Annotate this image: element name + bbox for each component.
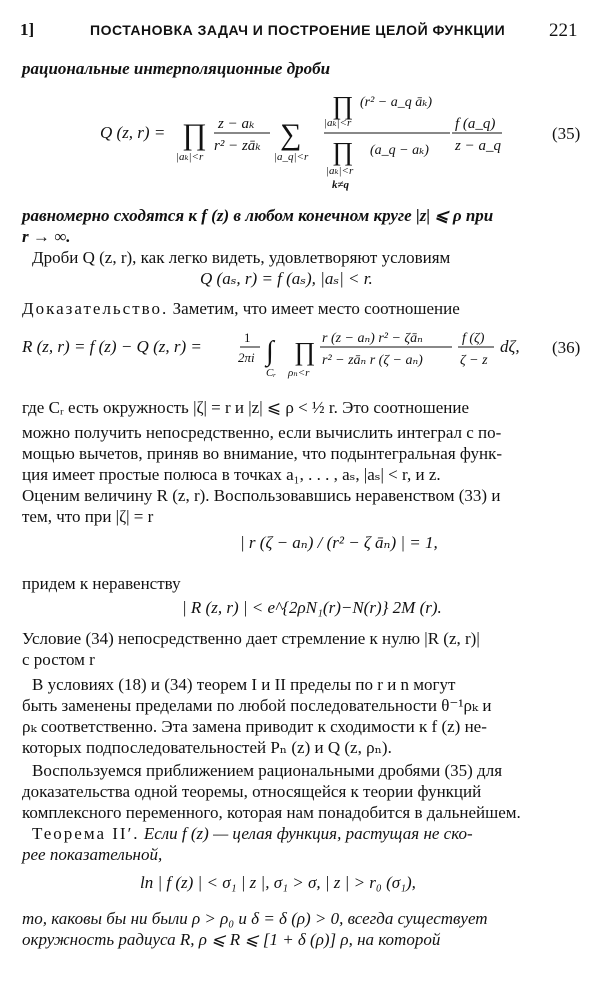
text-line: окружность радиуса R, ρ ⩽ R ⩽ [1 + δ (ρ)] ρ, на которой xyxy=(22,930,441,949)
text-line xyxy=(22,298,582,320)
theorem-label: Теорема II′. xyxy=(32,824,140,843)
text-line: рациональные интерполяционные дроби xyxy=(22,59,331,78)
svg-text:∏: ∏ xyxy=(182,118,207,151)
text-line: В условиях (18) и (34) теорем I и II пределы по r и n могут xyxy=(32,675,456,694)
formula-inequality: | R (z, r) | < e^{2ρN₁(r)−N(r)} 2M (r). xyxy=(182,598,442,617)
formula-line: Q (aₛ, r) = f (aₛ), |aₛ| < r. xyxy=(200,269,373,288)
svg-text:dζ,: dζ, xyxy=(500,337,520,356)
svg-text:2πi: 2πi xyxy=(238,350,255,365)
text-span: Заметим, что имеет место соотношение xyxy=(172,299,460,318)
text-line: рее показательной, xyxy=(22,845,163,864)
text-span: Если f (z) — целая функция, растущая не ско- xyxy=(143,824,473,843)
svg-text:∑: ∑ xyxy=(280,118,302,151)
text-line: можно получить непосредственно, если вычислить интеграл с по- xyxy=(22,423,502,442)
svg-text:Q (z, r) =: Q (z, r) = xyxy=(100,123,166,142)
svg-text:r² − zāₙ r (ζ − aₙ): r² − zāₙ r (ζ − aₙ) xyxy=(322,353,423,368)
svg-text:z − a_q: z − a_q xyxy=(455,138,501,154)
svg-text:|aₖ|<r: |aₖ|<r xyxy=(326,165,354,177)
text-line: Воспользуемся приближением рациональными дробями (35) для xyxy=(32,761,503,780)
section-number: 1] xyxy=(20,20,35,39)
equation-number: (36) xyxy=(552,338,581,357)
svg-text:R (z, r) = f (z) − Q (z, r) =: R (z, r) = f (z) − Q (z, r) = xyxy=(22,337,202,356)
formula-abs: | r (ζ − aₙ) / (r² − ζ āₙ) | = 1, xyxy=(240,533,438,552)
text-line: комплексного переменного, которая нам понадобится в дальнейшем. xyxy=(22,803,521,822)
svg-text:z − aₖ: z − aₖ xyxy=(218,116,255,132)
svg-text:∏: ∏ xyxy=(332,91,354,120)
text-line: то, каковы бы ни были ρ > ρ₀ и δ = δ (ρ) > 0, всегда существует xyxy=(22,909,488,928)
text-line: Условие (34) непосредственно дает стремление к нулю |R (z, r)| xyxy=(22,629,480,648)
svg-text:∏: ∏ xyxy=(294,337,316,366)
text-line: где Cᵣ есть окружность |ζ| = r и |z| ⩽ ρ < ½ r. Это соотношение xyxy=(22,398,470,417)
formula-ln: ln | f (z) | < σ₁ | z |, σ₁ > σ, | z | > r₀ (σ₁), xyxy=(140,873,416,892)
svg-text:1: 1 xyxy=(244,330,251,345)
running-head: ПОСТАНОВКА ЗАДАЧ И ПОСТРОЕНИЕ ЦЕЛОЙ ФУНКЦИИ xyxy=(90,22,506,38)
equation-36 xyxy=(22,322,552,382)
text-line: ρₖ соответственно. Эта замена приводит к сходимости к f (z) не- xyxy=(22,717,487,736)
text-line: равномерно сходятся к f (z) в любом конечном круге |z| ⩽ ρ при xyxy=(22,206,494,225)
svg-text:r² − zāₖ: r² − zāₖ xyxy=(214,138,261,154)
svg-text:∏: ∏ xyxy=(332,137,354,166)
svg-text:f (a_q): f (a_q) xyxy=(455,116,496,132)
svg-text:|aₖ|<r: |aₖ|<r xyxy=(176,151,204,163)
text-line: доказательства одной теоремы, относящейся к теории функций xyxy=(22,782,482,801)
svg-text:∫: ∫ xyxy=(266,336,274,367)
svg-text:(a_q − aₖ): (a_q − aₖ) xyxy=(370,143,429,158)
equation-number: (35) xyxy=(552,124,581,143)
text-line: придем к неравенству xyxy=(22,574,181,593)
svg-text:|aₖ|<r: |aₖ|<r xyxy=(324,117,352,129)
text-line: Оценим величину R (z, r). Воспользовавшись неравенством (33) и xyxy=(22,486,501,505)
text-line: с ростом r xyxy=(22,650,95,669)
text-line xyxy=(22,823,582,845)
svg-text:r (z − aₙ) r² − ζāₙ: r (z − aₙ) r² − ζāₙ xyxy=(322,331,423,346)
text-line: ция имеет простые полюса в точках a₁, . . . , aₛ, |aₛ| < r, и z. xyxy=(22,465,441,484)
proof-label: Доказательство. xyxy=(22,299,169,318)
svg-text:f (ζ): f (ζ) xyxy=(462,331,485,346)
svg-text:ρₙ<r: ρₙ<r xyxy=(288,367,310,379)
svg-text:(r² − a_q āₖ): (r² − a_q āₖ) xyxy=(360,95,433,110)
text-line: тем, что при |ζ| = r xyxy=(22,507,154,526)
page-number: 221 xyxy=(549,20,578,41)
equation-35 xyxy=(100,88,540,198)
svg-text:k≠q: k≠q xyxy=(332,179,350,191)
text-line: Дроби Q (z, r), как легко видеть, удовлетворяют условиям xyxy=(32,248,451,267)
text-line: быть заменены пределами по любой последовательности θ⁻¹ρₖ и xyxy=(22,696,492,715)
svg-text:ζ − z: ζ − z xyxy=(460,353,488,368)
svg-text:|a_q|<r: |a_q|<r xyxy=(274,151,309,163)
text-line: r → ∞. xyxy=(22,227,71,246)
svg-text:Cᵣ: Cᵣ xyxy=(266,367,277,379)
text-line: мощью вычетов, приняв во внимание, что подынтегральная функ- xyxy=(22,444,503,463)
text-line: которых подпоследовательностей Pₙ (z) и Q (z, ρₙ). xyxy=(22,738,392,757)
